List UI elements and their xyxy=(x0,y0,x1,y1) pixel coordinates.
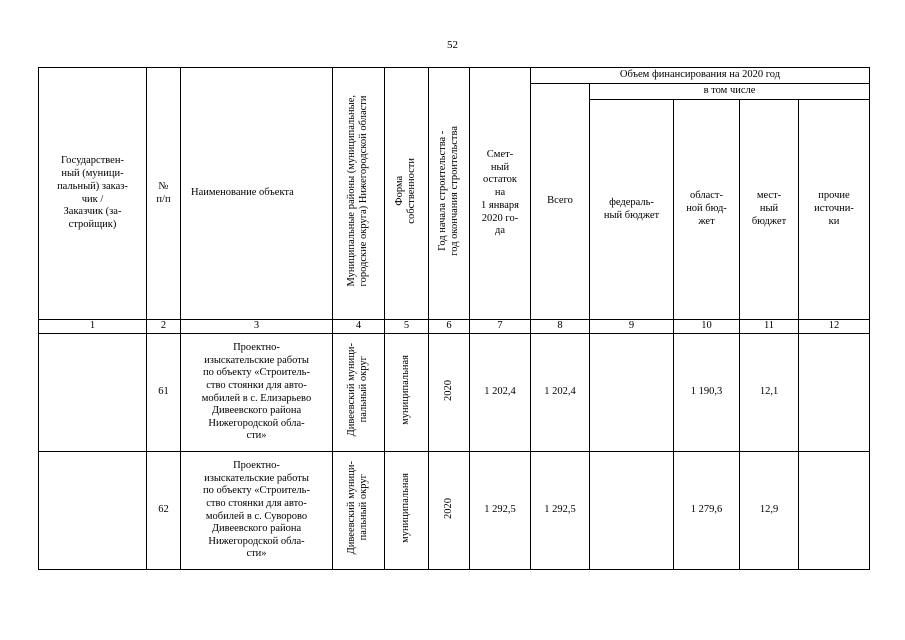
row-years: 2020 xyxy=(429,452,470,570)
row-other xyxy=(799,452,870,570)
column-number: 10 xyxy=(674,320,740,334)
header-federal: федераль- ный бюджет xyxy=(590,100,674,320)
column-number: 9 xyxy=(590,320,674,334)
row-total: 1 292,5 xyxy=(531,452,590,570)
row-ownership: муниципальная xyxy=(385,452,429,570)
header-local: мест- ный бюджет xyxy=(740,100,799,320)
row-regional: 1 190,3 xyxy=(674,334,740,452)
header-object-name: Наименование объекта xyxy=(181,68,333,320)
row-ownership: муниципальная xyxy=(385,334,429,452)
column-number: 5 xyxy=(385,320,429,334)
table-row xyxy=(39,334,870,452)
row-estimate: 1 292,5 xyxy=(470,452,531,570)
row-district: Дивеевский муници- пальный округ xyxy=(333,452,385,570)
row-num: 62 xyxy=(147,452,181,570)
header-estimate: Смет- ный остаток на 1 января 2020 го- да xyxy=(470,68,531,320)
header-num: № п/п xyxy=(147,68,181,320)
column-number: 4 xyxy=(333,320,385,334)
header-regional: област- ной бюд- жет xyxy=(674,100,740,320)
column-number: 6 xyxy=(429,320,470,334)
row-num: 61 xyxy=(147,334,181,452)
row-federal xyxy=(590,334,674,452)
column-number: 11 xyxy=(740,320,799,334)
row-total: 1 202,4 xyxy=(531,334,590,452)
column-number: 7 xyxy=(470,320,531,334)
column-number: 12 xyxy=(799,320,870,334)
row-other xyxy=(799,334,870,452)
header-years: Год начала строительства - год окончания строительства xyxy=(429,68,470,320)
row-customer xyxy=(39,334,147,452)
table-row xyxy=(39,452,870,570)
row-customer xyxy=(39,452,147,570)
row-object-name: Проектно- изыскательские работы по объекту «Строитель- ство стоянки для авто- мобилей в с. Елизарьево Дивеевского района Нижегородской обла- сти» xyxy=(181,334,333,452)
funding-table xyxy=(38,67,870,570)
header-customer: Государствен- ный (муници- пальный) заказ- чик / Заказчик (за- стройщик) xyxy=(39,68,147,320)
row-years: 2020 xyxy=(429,334,470,452)
column-number: 3 xyxy=(181,320,333,334)
row-object-name: Проектно- изыскательские работы по объекту «Строитель- ство стоянки для авто- мобилей в с. Суворово Дивеевского района Нижегородской обла- сти» xyxy=(181,452,333,570)
header-including: в том числе xyxy=(590,84,870,100)
column-number: 2 xyxy=(147,320,181,334)
column-numbers-row xyxy=(39,320,870,334)
row-district: Дивеевский муници- пальный округ xyxy=(333,334,385,452)
row-regional: 1 279,6 xyxy=(674,452,740,570)
column-number: 8 xyxy=(531,320,590,334)
column-number: 1 xyxy=(39,320,147,334)
row-local: 12,1 xyxy=(740,334,799,452)
row-estimate: 1 202,4 xyxy=(470,334,531,452)
header-ownership: Форма собственности xyxy=(385,68,429,320)
header-funding-group: Объем финансирования на 2020 год xyxy=(531,68,870,84)
row-federal xyxy=(590,452,674,570)
header-other: прочие источни- ки xyxy=(799,100,870,320)
row-local: 12,9 xyxy=(740,452,799,570)
header-total: Всего xyxy=(531,84,590,320)
header-district: Муниципальные районы (муниципальные, городские округа) Нижегородской области xyxy=(333,68,385,320)
page-number: 52 xyxy=(447,39,458,51)
